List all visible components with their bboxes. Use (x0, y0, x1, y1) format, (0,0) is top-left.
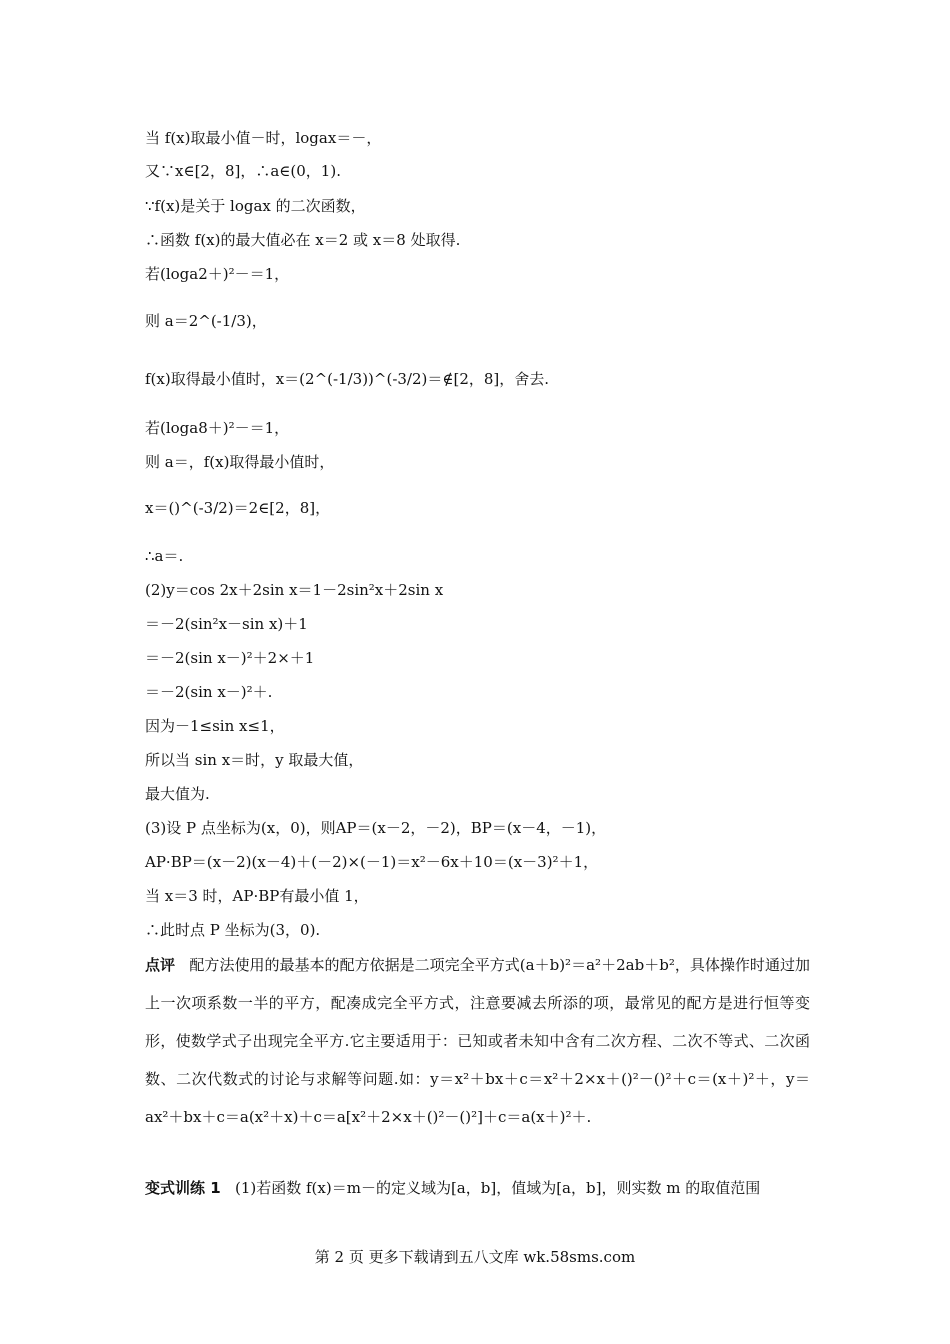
solution-line-2: 又∵x∈[2，8]，∴a∈(0，1). (145, 162, 341, 180)
solution-line-10: x＝()^(-3/2)＝2∈[2，8]， (145, 499, 331, 517)
solution-line-9: 则 a＝，f(x)取得最小值时， (145, 453, 335, 471)
comment-text: 配方法使用的最基本的配方依据是二项完全平方式(a＋b)²＝a²＋2ab＋b²，具体操作时通过加上一次项系数一半的平方，配凑成完全平方式，注意要减去所添的项，最常见的配方是进行恒等变形，使数学式子出现完全平方.它主要适用于：已知或者未知中含有二次方程、二次不等式、二次函数、二次代数式的讨论与求解等问题.如：y＝x²＋bx＋c＝x²＋2×x＋()²－()²＋c＝(x＋)²＋，y＝ax²＋bx＋c＝a(x²＋x)＋c＝a[x²＋2×x＋()²－()²]＋c＝a(x＋)²＋. (145, 956, 810, 1126)
exercise-label: 变式训练 1 (145, 1179, 221, 1197)
solution-line-22: ∴此时点 P 坐标为(3，0). (145, 921, 321, 939)
solution-line-20: AP·BP＝(x－2)(x－4)＋(－2)×(－1)＝x²－6x＋10＝(x－3)²＋1， (145, 853, 599, 871)
solution-line-4: ∴函数 f(x)的最大值必在 x＝2 或 x＝8 处取得. (145, 231, 461, 249)
solution-line-11: ∴a＝. (145, 547, 184, 565)
solution-line-5: 若(loga2＋)²－＝1， (145, 265, 290, 283)
exercise-text: (1)若函数 f(x)＝m－的定义域为[a，b]，值域为[a，b]，则实数 m 的取值范围 (234, 1179, 761, 1197)
solution-line-1: 当 f(x)取最小值－时，logax＝－， (145, 129, 382, 147)
solution-line-3: ∵f(x)是关于 logax 的二次函数， (145, 197, 366, 215)
solution-line-19: (3)设 P 点坐标为(x，0)，则AP＝(x－2，－2)，BP＝(x－4，－1)， (145, 819, 607, 837)
exercise-line (145, 1178, 760, 1198)
comment-paragraph (145, 946, 810, 1136)
solution-line-7: f(x)取得最小值时，x＝(2^(-1/3))^(-3/2)＝∉[2，8]，舍去. (145, 370, 550, 388)
solution-line-6: 则 a＝2^(-1/3)， (145, 312, 267, 330)
solution-line-15: ＝－2(sin x－)²＋. (145, 683, 273, 701)
solution-line-13: ＝－2(sin²x－sin x)＋1 (145, 615, 308, 633)
solution-line-18: 最大值为. (145, 785, 210, 803)
solution-line-21: 当 x＝3 时，AP·BP有最小值 1， (145, 887, 369, 905)
page-footer: 第 2 页 更多下载请到五八文库 wk.58sms.com (314, 1248, 636, 1266)
solution-line-12: (2)y＝cos 2x＋2sin x＝1－2sin²x＋2sin x (145, 581, 444, 599)
solution-line-17: 所以当 sin x＝时，y 取最大值， (145, 751, 364, 769)
solution-line-14: ＝－2(sin x－)²＋2×＋1 (145, 649, 315, 667)
comment-label: 点评 (145, 956, 176, 974)
solution-line-8: 若(loga8＋)²－＝1， (145, 419, 290, 437)
solution-line-16: 因为－1≤sin x≤1， (145, 717, 285, 735)
